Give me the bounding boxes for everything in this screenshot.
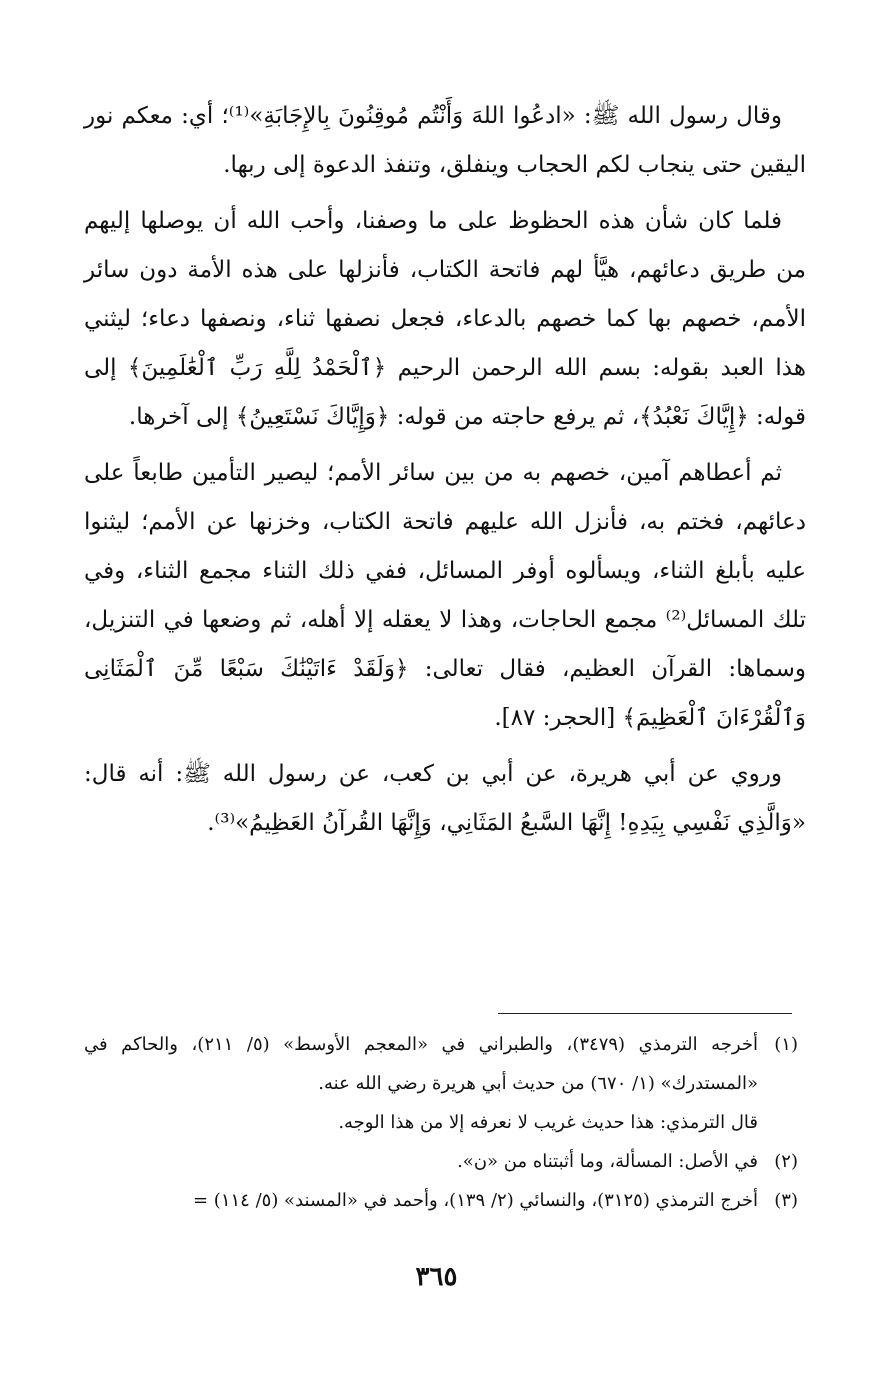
main-text [84,92,806,855]
footnote-body [84,1025,758,1142]
footnote-number: (٣) [774,1190,798,1211]
footnote-2 [84,1142,798,1181]
paragraph-1: وقال رسول الله ﷺ: «ادعُوا اللهَ وَأَنْتُم مُوقِنُونَ بِالإِجَابَةِ»⁽¹⁾؛ أي: معكم نور اليقين حتى ينجاب لكم الحجاب وينفلق، وتنفذ الدعوة إلى ربها. [84,103,806,178]
paragraph-2: فلما كان شأن هذه الحظوظ على ما وصفنا، وأحب الله أن يوصلها إليهم من طريق دعائهم، هيَّأ لهم فاتحة الكتاب، فأنزلها على هذه الأمة دون سائر الأمم، خصهم بها كما خصهم بالدعاء، فجعل نصفها ثناء، ونصفها دعاء؛ ليثني هذا العبد بقوله: بسم الله الرحمن الرحيم ﴿ٱلْحَمْدُ لِلَّهِ رَبِّ ٱلْعَٰلَمِينَ﴾ إلى قوله: ﴿إِيَّاكَ نَعْبُدُ﴾، ثم يرفع حاجته من قوله: ﴿وَإِيَّاكَ نَسْتَعِينُ﴾ إلى آخرها. [84,208,806,430]
footnote-line: قال الترمذي: هذا حديث غريب لا نعرفه إلا من هذا الوجه. [338,1112,758,1133]
footnote-1 [84,1025,798,1142]
paragraph-3: ثم أعطاهم آمين، خصهم به من بين سائر الأمم؛ ليصير التأمين طابعاً على دعائهم، فختم به، فأنزل الله عليهم فاتحة الكتاب، وخزنها عن الأمم؛ ليثنوا عليه بأبلغ الثناء، ويسألوه أوفر المسائل، ففي ذلك الثناء مجمع الثناء، وفي تلك المسائل⁽²⁾ مجمع الحاجات، وهذا لا يعقله إلا أهله، ثم وضعها في التنزيل، وسماها: القرآن العظيم، فقال تعالى: ﴿وَلَقَدْ ءَاتَيْنَٰكَ سَبْعًا مِّنَ ٱلْمَثَانِى وَٱلْقُرْءَانَ ٱلْعَظِيمَ﴾ [الحجر: ٨٧]. [84,460,807,731]
footnote-body [84,1142,758,1181]
footnote-line: في الأصل: المسألة، وما أثبتناه من «ن». [457,1151,758,1172]
paragraph-4: وروي عن أبي هريرة، عن أبي بن كعب، عن رسول الله ﷺ: أنه قال: «وَالَّذِي نَفْسِي بِيَدِهِ! إِنَّهَا السَّبعُ المَثَانِي، وَإِنَّهَا القُرآنُ العَظِيمُ»⁽³⁾. [84,761,806,836]
footnote-3 [84,1181,798,1220]
footnote-separator [498,1013,792,1014]
footnotes [84,1025,798,1220]
footnote-number: (٢) [774,1151,798,1172]
footnote-line: أخرج الترمذي (٣١٢٥)، والنسائي (٢/ ١٣٩)، وأحمد في «المسند» (٥/ ١١٤) = [193,1190,758,1211]
footnote-body [84,1181,758,1220]
footnote-number: (١) [774,1034,798,1055]
footnote-line: أخرجه الترمذي (٣٤٧٩)، والطبراني في «المعجم الأوسط» (٥/ ٢١١)، والحاكم في «المستدرك» (١/ ٦٧٠) من حديث أبي هريرة رضي الله عنه. [84,1034,758,1094]
page-number: ٣٦٥ [415,1262,458,1292]
